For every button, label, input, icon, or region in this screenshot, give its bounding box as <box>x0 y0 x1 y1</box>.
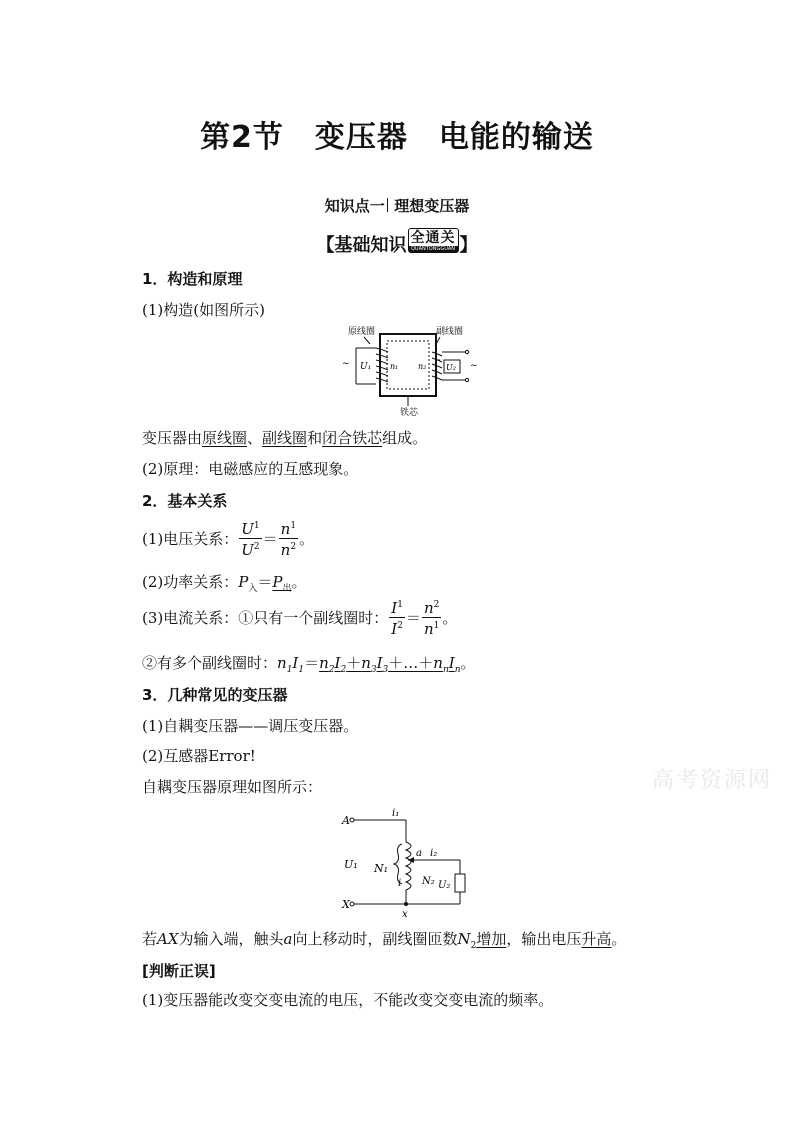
current-ratio: $\frac{I^1}{I^2}$ <box>391 599 403 638</box>
terminal-a-label: A <box>342 814 350 827</box>
turns-ratio: $\frac{n^1}{n^2}$ <box>280 520 297 559</box>
knowledge-point-title: 知识点一 理想变压器 <box>324 197 470 215</box>
n2-label: n₂ <box>418 362 427 371</box>
structure-item: (1)构造(如图所示) <box>142 301 265 319</box>
u2-label: U₂ <box>446 363 456 372</box>
n1-turns-label: N₁ <box>374 862 389 875</box>
contact-a-label: a <box>416 848 422 859</box>
autotransformer-item: (1)自耦变压器——调压变压器。 <box>142 717 359 735</box>
instrument-transformer-item: (2)互感器Error! <box>142 747 256 765</box>
u1-label: U₁ <box>360 362 372 372</box>
section-heading-2: 2．基本关系 <box>142 492 228 510</box>
watermark: 高考资源网 <box>651 768 772 793</box>
svg-text:~: ~ <box>342 359 350 369</box>
autotransformer-figure-intro: 自耦变压器原理如图所示： <box>142 778 323 796</box>
autotransformer-diagram <box>338 802 468 920</box>
u1-input-label: U₁ <box>344 858 358 871</box>
u2-output-label: U₂ <box>438 880 451 891</box>
current-relation-single: (3)电流关系：①只有一个副线圈时： $\frac{I^1}{I^2}$ ＝ $\frac{n^2}{n^1}$ 。 <box>142 599 458 638</box>
svg-text:~: ~ <box>470 361 478 371</box>
section-heading-3: 3．几种常见的变压器 <box>142 686 288 704</box>
transformer-diagram <box>340 324 480 416</box>
terminal-x-label: X <box>342 898 350 911</box>
judge-heading: [判断正误] <box>142 962 216 980</box>
current-relation-multi: ②有多个副线圈时：$n_1I_1=n_2I_2+n_3I_3+\dots+n_nI_n$。 <box>142 654 476 675</box>
i2-label: i₂ <box>430 848 438 859</box>
transformer-composition: 变压器由原线圈、副线圈和闭合铁芯组成。 <box>142 429 428 447</box>
page-title: 第2节 变压器 电能的输送 <box>200 120 594 155</box>
node-x-label: x <box>402 909 408 920</box>
quantongguan-badge: 全通关 QUANTONGGUAN <box>408 228 459 253</box>
primary-coil-label: 原线圈 <box>348 327 376 337</box>
autotransformer-conclusion: 若AX为输入端，触头a向上移动时，副线圈匝数$N_2$增加，输出电压升高。 <box>142 930 627 951</box>
voltage-ratio: $\frac{U^1}{U^2}$ <box>241 520 260 559</box>
inverse-turns-ratio: $\frac{n^2}{n^1}$ <box>423 599 440 638</box>
secondary-coil-label: 副线圈 <box>436 327 464 337</box>
principle-item: (2)原理：电磁感应的互感现象。 <box>142 460 359 478</box>
power-relation: (2)功率关系：$P_入=P_出$。 <box>142 573 307 594</box>
n2-turns-label: N₂ <box>422 876 435 887</box>
n1-label: n₁ <box>390 362 399 371</box>
judge-item-1: (1)变压器能改变交变电流的电压，不能改变交变电流的频率。 <box>142 991 554 1009</box>
i1-label: i₁ <box>392 808 400 819</box>
current-i-label: i <box>398 878 402 889</box>
voltage-relation: (1)电压关系： $\frac{U^1}{U^2}$ ＝ $\frac{n^1}{n^2}$ 。 <box>142 520 315 559</box>
iron-core-label: 铁芯 <box>400 408 419 416</box>
basic-knowledge-banner: 【基础知识 全通关 QUANTONGGUAN 】 <box>316 230 478 256</box>
section-heading-1: 1．构造和原理 <box>142 270 243 288</box>
